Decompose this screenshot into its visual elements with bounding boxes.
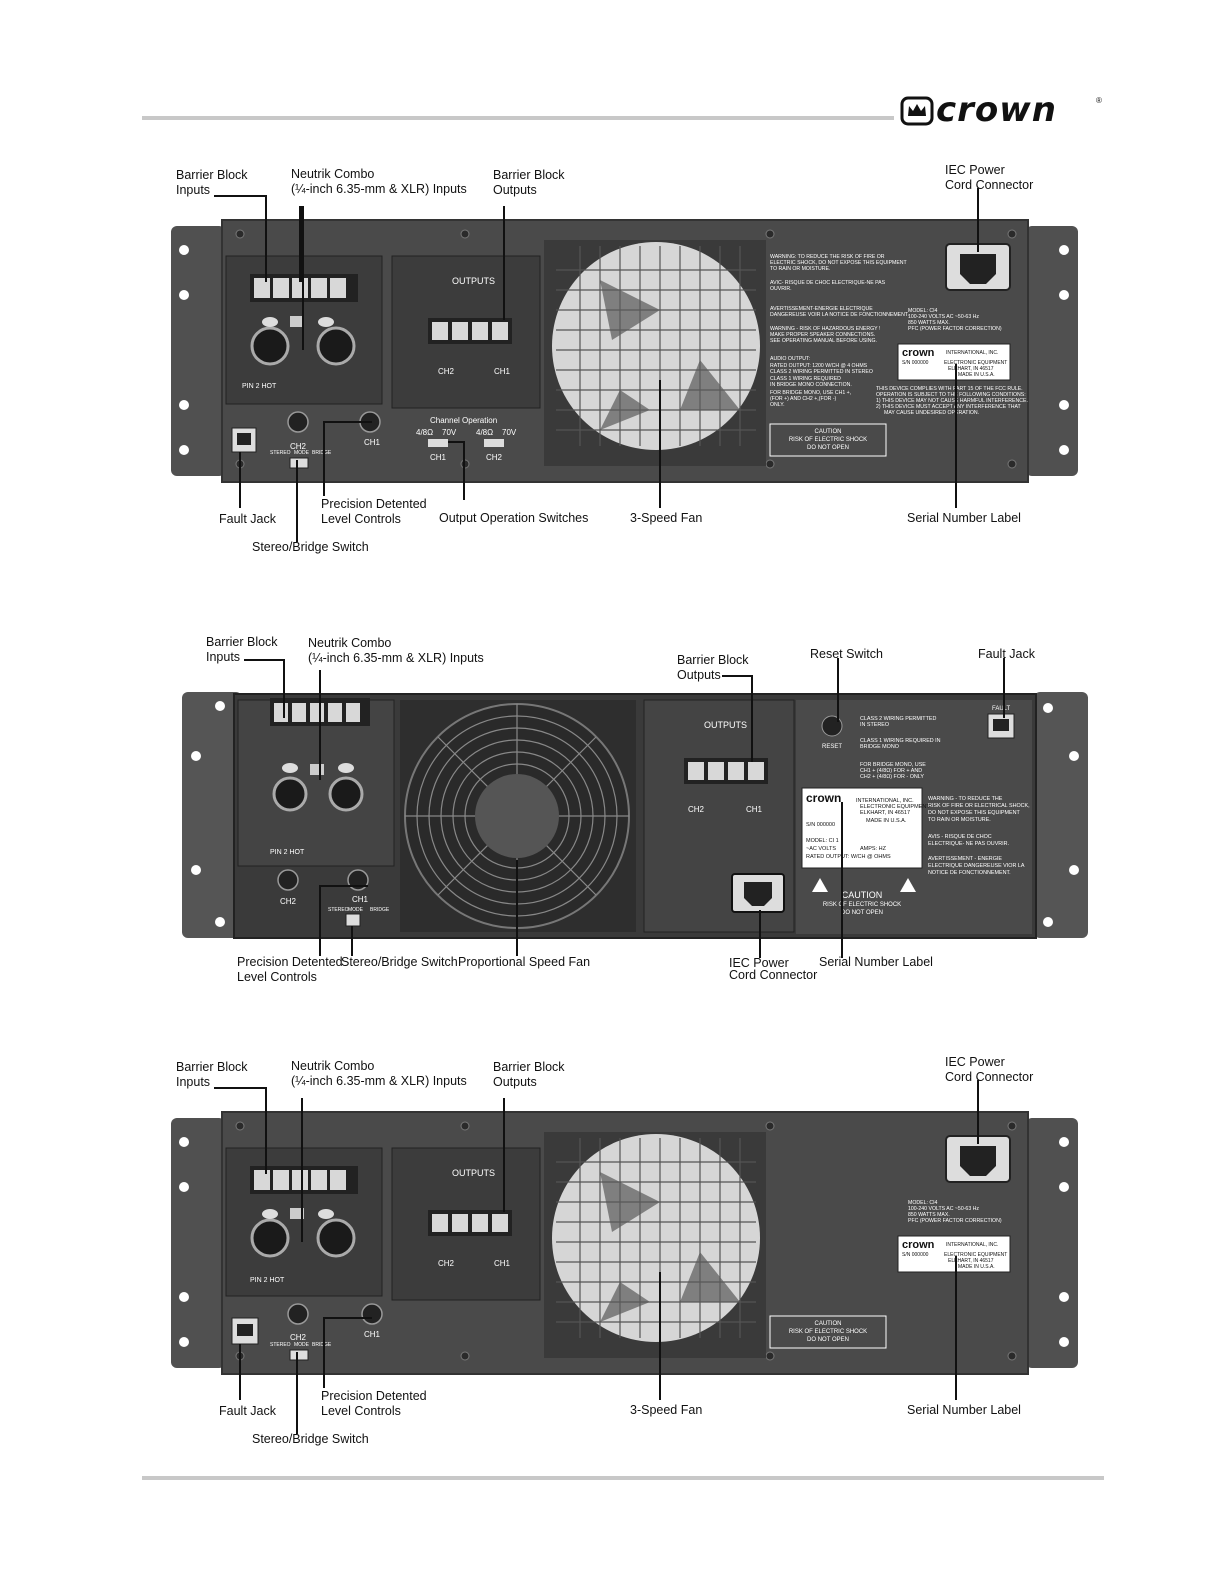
svg-text:CH1 + (4/8Ω) FOR + AND: CH1 + (4/8Ω) FOR + AND bbox=[860, 768, 923, 774]
svg-text:MODEL: CI4: MODEL: CI4 bbox=[908, 308, 938, 314]
fault-text: FAULT bbox=[992, 706, 1011, 712]
bridge-text: BRIDGE bbox=[312, 450, 332, 456]
label-iec-power-cord-connector: IEC Power Cord Connector bbox=[945, 163, 1034, 192]
figure-middle-rear-panel bbox=[0, 630, 1224, 1000]
caution-line: DO NOT OPEN bbox=[841, 910, 883, 916]
ch2-output-text: CH2 bbox=[438, 367, 455, 376]
ch2-knob-text: CH2 bbox=[290, 442, 307, 451]
reset-text: RESET bbox=[822, 744, 843, 750]
label-barrier-block-inputs: Barrier Block Inputs bbox=[176, 1060, 248, 1089]
ch1-output-text: CH1 bbox=[494, 1259, 511, 1268]
svg-text:IN BRIDGE MONO CONNECTION.: IN BRIDGE MONO CONNECTION. bbox=[770, 382, 852, 388]
svg-text:MODEL: CI4: MODEL: CI4 bbox=[908, 1200, 938, 1206]
svg-text:AUDIO OUTPUT:: AUDIO OUTPUT: bbox=[770, 356, 811, 362]
svg-text:IN STEREO: IN STEREO bbox=[860, 722, 890, 728]
serial-label-line: ~AC VOLTS bbox=[806, 846, 837, 852]
serial-label-line: S/N 000000 bbox=[806, 822, 836, 828]
outputs-text: OUTPUTS bbox=[704, 720, 748, 730]
ch1-output-text: CH1 bbox=[494, 367, 511, 376]
svg-text:BRIDGE MONO: BRIDGE MONO bbox=[860, 744, 899, 750]
svg-text:RISK OF FIRE OR ELECTRICAL SHO: RISK OF FIRE OR ELECTRICAL SHOCK, bbox=[928, 803, 1030, 809]
label-serial-number-label: Serial Number Label bbox=[819, 955, 933, 969]
label-neutrik-combo-inputs: Neutrik Combo (¼-inch 6.35-mm & XLR) Inputs bbox=[291, 167, 467, 196]
figure-top-rear-panel bbox=[0, 160, 1224, 570]
svg-text:OUVRIR.: OUVRIR. bbox=[770, 286, 792, 292]
label-serial-number-label: Serial Number Label bbox=[907, 1403, 1021, 1417]
label-stereo-bridge-switch: Stereo/Bridge Switch bbox=[252, 1432, 369, 1446]
svg-text:NOTICE DE FONCTIONNEMENT.: NOTICE DE FONCTIONNEMENT. bbox=[928, 870, 1011, 876]
serial-label-line: ELECTRONIC EQUIPMENT bbox=[944, 360, 1008, 366]
svg-text:WARNING: TO REDUCE THE RISK OF: WARNING: TO REDUCE THE RISK OF FIRE OR bbox=[770, 254, 885, 260]
pin2hot-text: PIN 2 HOT bbox=[250, 1277, 285, 1284]
brand-name: crown bbox=[936, 90, 1057, 130]
label-fault-jack: Fault Jack bbox=[978, 647, 1035, 661]
serial-label-brand: crown bbox=[902, 347, 935, 359]
label-output-operation-switches: Output Operation Switches bbox=[439, 511, 589, 525]
ch2-output-text: CH2 bbox=[688, 805, 705, 814]
serial-label-line: MADE IN U.S.A. bbox=[958, 1264, 995, 1270]
label-barrier-block-outputs: Barrier Block Outputs bbox=[493, 168, 565, 197]
ch2-knob-text: CH2 bbox=[290, 1333, 307, 1342]
pin2hot-text: PIN 2 HOT bbox=[270, 849, 305, 856]
serial-label-brand: crown bbox=[902, 1239, 935, 1251]
svg-text:TO RAIN OR MOISTURE.: TO RAIN OR MOISTURE. bbox=[928, 817, 991, 823]
svg-text:ELECTRIC SHOCK, DO NOT EXPOSE: ELECTRIC SHOCK, DO NOT EXPOSE THIS EQUIPMENT bbox=[770, 260, 907, 266]
label-iec-power-cord-connector: IEC Power Cord Connector bbox=[729, 956, 818, 982]
svg-text:CLASS 2 WIRING PERMITTED: CLASS 2 WIRING PERMITTED bbox=[860, 716, 937, 722]
serial-label-line: S/N 000000 bbox=[902, 360, 929, 366]
serial-label-line: ELECTRONIC EQUIPMENT bbox=[944, 1252, 1008, 1258]
v70-text-ch2: 70V bbox=[502, 428, 517, 437]
svg-text:1) THIS DEVICE MAY NOT CAUSE H: 1) THIS DEVICE MAY NOT CAUSE HARMFUL INTERFERENCE. bbox=[876, 398, 1028, 404]
footer-rule bbox=[142, 1476, 1104, 1480]
serial-label-line: S/N 000000 bbox=[902, 1252, 929, 1258]
svg-text:AVERTISSEMENT - ENERGIE: AVERTISSEMENT - ENERGIE bbox=[928, 856, 1002, 862]
serial-label-line: RATED OUTPUT: W/CH @ OHMS bbox=[806, 854, 891, 860]
svg-text:ELECTRIQUE DANGEREUSE VIOR LA: ELECTRIQUE DANGEREUSE VIOR LA bbox=[928, 863, 1025, 869]
label-precision-level-controls: Precision Detented Level Controls bbox=[237, 955, 343, 984]
label-fan: Proportional Speed Fan bbox=[458, 955, 591, 969]
svg-text:DO NOT EXPOSE THIS EQUIPMENT: DO NOT EXPOSE THIS EQUIPMENT bbox=[928, 810, 1020, 816]
label-barrier-block-inputs: Barrier Block Inputs bbox=[206, 635, 278, 664]
svg-text:CLASS 2 WIRING PERMITTED IN ST: CLASS 2 WIRING PERMITTED IN STEREO bbox=[770, 369, 873, 375]
svg-text:CLASS 1 WIRING REQUIRED: CLASS 1 WIRING REQUIRED bbox=[770, 376, 841, 382]
label-neutrik-combo-inputs: Neutrik Combo (¼-inch 6.35-mm & XLR) Inputs bbox=[308, 636, 484, 665]
label-fan: 3-Speed Fan bbox=[630, 1403, 703, 1417]
stereo-text: STEREO bbox=[270, 1342, 291, 1348]
svg-text:MAKE PROPER SPEAKER CONNECTION: MAKE PROPER SPEAKER CONNECTIONS. bbox=[770, 332, 876, 338]
serial-label-line: INTERNATIONAL, INC. bbox=[856, 798, 914, 804]
stereo-text: STEREO bbox=[328, 907, 349, 913]
caution-line: DO NOT OPEN bbox=[807, 445, 849, 451]
mode-text: MODE bbox=[348, 907, 363, 913]
label-stereo-bridge-switch: Stereo/Bridge Switch bbox=[252, 540, 369, 554]
label-iec-power-cord-connector: IEC Power Cord Connector bbox=[945, 1055, 1034, 1084]
ch1-switch-text: CH1 bbox=[430, 453, 447, 462]
svg-text:WARNING - TO REDUCE THE: WARNING - TO REDUCE THE bbox=[928, 796, 1003, 802]
svg-text:TO RAIN OR MOISTURE.: TO RAIN OR MOISTURE. bbox=[770, 266, 831, 272]
label-barrier-block-inputs: Barrier Block Inputs bbox=[176, 168, 248, 197]
svg-text:OPERATION IS SUBJECT TO THE FO: OPERATION IS SUBJECT TO THE FOLLOWING CONDITIONS: bbox=[876, 392, 1026, 398]
label-barrier-block-outputs: Barrier Block Outputs bbox=[493, 1060, 565, 1089]
label-fault-jack: Fault Jack bbox=[219, 512, 276, 526]
serial-label-brand: crown bbox=[806, 791, 842, 805]
caution-line: RISK OF ELECTRIC SHOCK bbox=[788, 437, 868, 443]
header-rule bbox=[142, 116, 894, 120]
svg-text:850 WATTS MAX.: 850 WATTS MAX. bbox=[908, 320, 950, 326]
amp-rear-panel-top bbox=[0, 160, 1224, 570]
ch2-output-text: CH2 bbox=[438, 1259, 455, 1268]
amp-rear-panel-middle bbox=[0, 630, 1224, 1000]
pin2hot-text: PIN 2 HOT bbox=[242, 383, 277, 390]
label-precision-level-controls: Precision Detented Level Controls bbox=[321, 497, 427, 526]
ohm-text-ch2: 4/8Ω bbox=[476, 428, 494, 437]
svg-text:ELECTRIQUE- NE PAS OUVRIR.: ELECTRIQUE- NE PAS OUVRIR. bbox=[928, 841, 1010, 847]
caution-line: RISK OF ELECTRIC SHOCK bbox=[788, 1329, 868, 1335]
svg-text:CLASS 1 WIRING REQUIRED IN: CLASS 1 WIRING REQUIRED IN bbox=[860, 738, 941, 744]
serial-label-line: MADE IN U.S.A. bbox=[958, 372, 995, 378]
svg-text:THIS DEVICE COMPLIES WITH PART: THIS DEVICE COMPLIES WITH PART 15 OF THE FCC RULE. bbox=[876, 386, 1023, 392]
svg-text:WARNING - RISK OF HAZARDOUS EN: WARNING - RISK OF HAZARDOUS ENERGY ! bbox=[770, 326, 881, 332]
svg-text:2) THIS DEVICE MUST ACCEPT ANY: 2) THIS DEVICE MUST ACCEPT ANY INTERFERENCE THAT bbox=[876, 404, 1021, 410]
svg-text:PFC (POWER FACTOR CORRECTION): PFC (POWER FACTOR CORRECTION) bbox=[908, 1218, 1002, 1224]
svg-text:850 WATTS MAX.: 850 WATTS MAX. bbox=[908, 1212, 950, 1218]
ch2-knob-text: CH2 bbox=[280, 897, 297, 906]
caution-line: RISK OF ELECTRIC SHOCK bbox=[822, 902, 902, 908]
svg-text:100-240 VOLTS AC ~50-63 Hz: 100-240 VOLTS AC ~50-63 Hz bbox=[908, 1206, 979, 1212]
mode-text: MODE bbox=[294, 450, 309, 456]
ch1-output-text: CH1 bbox=[746, 805, 763, 814]
amp-rear-panel-bottom bbox=[0, 1052, 1224, 1462]
label-stereo-bridge-switch: Stereo/Bridge Switch bbox=[341, 955, 458, 969]
ohm-text-ch1: 4/8Ω bbox=[416, 428, 434, 437]
outputs-text: OUTPUTS bbox=[452, 276, 496, 286]
serial-label-line: INTERNATIONAL, INC. bbox=[946, 1242, 999, 1248]
label-precision-level-controls: Precision Detented Level Controls bbox=[321, 1389, 427, 1418]
label-fan: 3-Speed Fan bbox=[630, 511, 703, 525]
svg-text:FOR BRIDGE MONO, USE: FOR BRIDGE MONO, USE bbox=[860, 762, 926, 768]
brand-registered-mark: ® bbox=[1096, 96, 1102, 105]
label-neutrik-combo-inputs: Neutrik Combo (¼-inch 6.35-mm & XLR) Inputs bbox=[291, 1059, 467, 1088]
serial-label-line: ELKHART, IN 46517 bbox=[948, 1258, 994, 1264]
label-barrier-block-outputs: Barrier Block Outputs bbox=[677, 653, 749, 682]
svg-text:FOR BRIDGE MONO, USE CH1 +,: FOR BRIDGE MONO, USE CH1 +, bbox=[770, 390, 852, 396]
serial-label-line: MODEL: CI 1 bbox=[806, 838, 839, 844]
svg-text:AVIC- RISQUE DE CHOC ELECTRIQU: AVIC- RISQUE DE CHOC ELECTRIQUE-NE PAS bbox=[770, 280, 886, 286]
svg-text:SEE OPERATING MANUAL BEFORE US: SEE OPERATING MANUAL BEFORE USING. bbox=[770, 338, 877, 344]
svg-text:AVIS - RISQUE DE CHOC: AVIS - RISQUE DE CHOC bbox=[928, 834, 992, 840]
label-serial-number-label: Serial Number Label bbox=[907, 511, 1021, 525]
channel-operation-text: Channel Operation bbox=[430, 416, 498, 425]
caution-line: DO NOT OPEN bbox=[807, 1337, 849, 1343]
caution-line: CAUTION bbox=[814, 1321, 842, 1327]
svg-text:AVERTISSEMENT-ENERGIE ELECTRIQ: AVERTISSEMENT-ENERGIE ELECTRIQUE bbox=[770, 306, 873, 312]
caution-line: CAUTION bbox=[841, 890, 883, 900]
svg-text:PFC (POWER FACTOR CORRECTION): PFC (POWER FACTOR CORRECTION) bbox=[908, 326, 1002, 332]
label-reset-switch: Reset Switch bbox=[810, 647, 883, 661]
serial-label-line: INTERNATIONAL, INC. bbox=[946, 350, 999, 356]
ch1-knob-text: CH1 bbox=[352, 895, 369, 904]
bridge-text: BRIDGE bbox=[370, 907, 390, 913]
outputs-text: OUTPUTS bbox=[452, 1168, 496, 1178]
label-fault-jack: Fault Jack bbox=[219, 1404, 276, 1418]
caution-line: CAUTION bbox=[814, 429, 842, 435]
bridge-text: BRIDGE bbox=[312, 1342, 332, 1348]
svg-text:CH2 + (4/8Ω) FOR - ONLY: CH2 + (4/8Ω) FOR - ONLY bbox=[860, 774, 924, 780]
serial-label-line: ELECTRONIC EQUIPMENT bbox=[860, 804, 930, 810]
stereo-text: STEREO bbox=[270, 450, 291, 456]
serial-label-line: AMPS: HZ bbox=[860, 846, 886, 852]
svg-text:DANGEREUSE VOIR LA NOTICE DE F: DANGEREUSE VOIR LA NOTICE DE FONCTIONNEMENT. bbox=[770, 312, 909, 318]
ch1-knob-text: CH1 bbox=[364, 1330, 381, 1339]
ch2-switch-text: CH2 bbox=[486, 453, 503, 462]
mode-text: MODE bbox=[294, 1342, 309, 1348]
serial-label-line: MADE IN U.S.A. bbox=[866, 818, 907, 824]
serial-label-line: ELKHART, IN 46517 bbox=[860, 810, 911, 816]
ch1-knob-text: CH1 bbox=[364, 438, 381, 447]
svg-text:100-240 VOLTS AC ~50-63 Hz: 100-240 VOLTS AC ~50-63 Hz bbox=[908, 314, 979, 320]
serial-label-line: ELKHART, IN 46517 bbox=[948, 366, 994, 372]
svg-text:ONLY.: ONLY. bbox=[770, 402, 785, 408]
figure-bottom-rear-panel bbox=[0, 1052, 1224, 1462]
svg-text:RATED OUTPUT: 1200 W/CH @ 4 OH: RATED OUTPUT: 1200 W/CH @ 4 OHMS bbox=[770, 363, 868, 369]
svg-text:(FOR +) AND CH2 +,(FOR -): (FOR +) AND CH2 +,(FOR -) bbox=[770, 396, 837, 402]
svg-text:MAY CAUSE UNDESIRED OPERATION.: MAY CAUSE UNDESIRED OPERATION. bbox=[884, 410, 980, 416]
v70-text-ch1: 70V bbox=[442, 428, 457, 437]
